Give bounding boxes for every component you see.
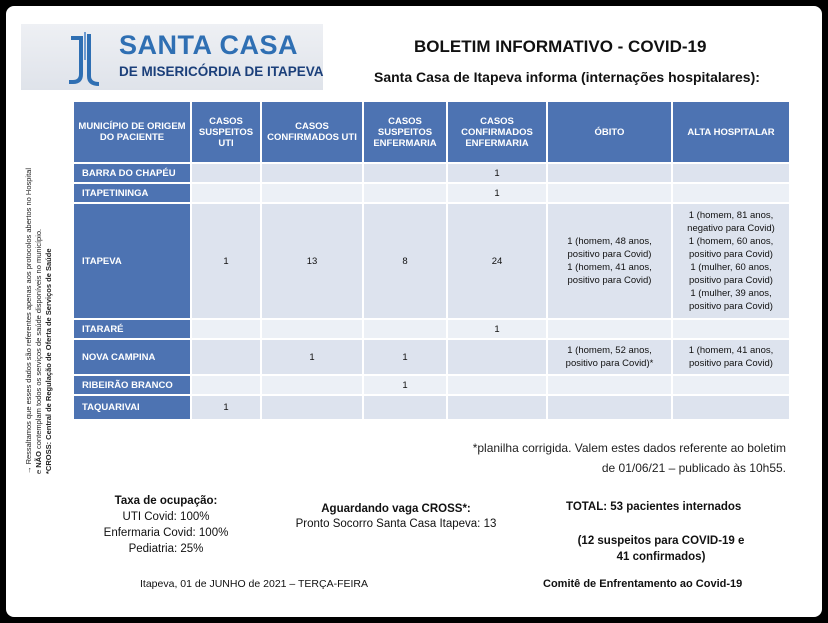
logo-subtitle: DE MISERICÓRDIA DE ITAPEVA	[119, 64, 324, 79]
table-row	[73, 319, 790, 339]
cell-susp-uti: 1	[191, 203, 261, 319]
page-title: BOLETIM INFORMATIVO - COVID-19	[414, 37, 707, 56]
occupancy-title: Taxa de ocupação:	[114, 495, 218, 507]
cell-susp-uti	[191, 375, 261, 395]
occupancy-pediatria: Pediatria: 25%	[128, 543, 204, 555]
cell-susp-enf: 1	[363, 339, 447, 375]
header-obito: ÓBITO	[547, 101, 672, 163]
header-susp-enf: CASOS SUSPEITOS ENFERMARIA	[363, 101, 447, 163]
cell-conf-enf	[447, 375, 547, 395]
cell-conf-uti	[261, 375, 363, 395]
cell-conf-uti	[261, 163, 363, 183]
cell-municipio: RIBEIRÃO BRANCO	[73, 375, 191, 395]
cell-conf-uti	[261, 319, 363, 339]
cell-alta	[672, 395, 790, 420]
side-note	[24, 134, 54, 474]
bulletin-date: Itapeva, 01 de JUNHO de 2021 – TERÇA-FEIRA	[140, 578, 368, 590]
cell-susp-uti	[191, 319, 261, 339]
cell-susp-enf: 8	[363, 203, 447, 319]
cross-waiting	[276, 502, 516, 532]
cell-alta: 1 (homem, 41 anos, positivo para Covid)	[672, 339, 790, 375]
cell-conf-enf: 24	[447, 203, 547, 319]
cell-conf-enf: 1	[447, 319, 547, 339]
cell-obito	[547, 163, 672, 183]
total-breakdown-line1: (12 suspeitos para COVID-19 e	[577, 535, 745, 547]
cell-obito: 1 (homem, 48 anos, positivo para Covid) 1 (homem, 41 anos, positivo para Covid)	[547, 203, 672, 319]
correction-note-line1: *planilha corrigida. Valem estes dados referente ao boletim	[472, 441, 786, 455]
correction-note	[473, 438, 786, 478]
total-breakdown	[566, 533, 756, 565]
table-row	[73, 339, 790, 375]
cell-conf-uti: 13	[261, 203, 363, 319]
cell-alta: 1 (homem, 81 anos, negativo para Covid) 1 (homem, 60 anos, positivo para Covid) 1 (mulher, 60 anos, positivo para Covid) 1 (mulher, 39 anos, positivo para Covid)	[672, 203, 790, 319]
cell-susp-uti: 1	[191, 395, 261, 420]
santa-casa-logo-icon	[65, 30, 105, 86]
cell-obito	[547, 395, 672, 420]
side-note-line1: → Ressaltamos que esses dados são referentes apenas aos protocolos abertos no Hospital	[24, 167, 33, 474]
cell-conf-enf	[447, 339, 547, 375]
cell-municipio: NOVA CAMPINA	[73, 339, 191, 375]
header-alta: ALTA HOSPITALAR	[672, 101, 790, 163]
cell-conf-uti: 1	[261, 339, 363, 375]
cell-susp-enf	[363, 163, 447, 183]
table-row	[73, 203, 790, 319]
total-patients: TOTAL: 53 pacientes internados	[566, 501, 742, 513]
cell-conf-enf: 1	[447, 183, 547, 203]
cell-conf-enf	[447, 395, 547, 420]
header-susp-uti: CASOS SUSPEITOS UTI	[191, 101, 261, 163]
hospitalization-table	[72, 100, 791, 421]
occupancy-rate	[96, 493, 236, 557]
cell-alta	[672, 319, 790, 339]
cell-obito	[547, 183, 672, 203]
table-header-row	[73, 101, 790, 163]
table-row	[73, 395, 790, 420]
cell-alta	[672, 183, 790, 203]
waiting-title: Aguardando vaga CROSS*:	[321, 503, 471, 515]
cell-susp-enf: 1	[363, 375, 447, 395]
committee-name: Comitê de Enfrentamento ao Covid-19	[543, 578, 743, 590]
cell-conf-uti	[261, 395, 363, 420]
cell-obito	[547, 319, 672, 339]
cell-obito: 1 (homem, 52 anos, positivo para Covid)*	[547, 339, 672, 375]
cell-susp-uti	[191, 163, 261, 183]
header-conf-uti: CASOS CONFIRMADOS UTI	[261, 101, 363, 163]
page-subtitle: Santa Casa de Itapeva informa (internações hospitalares):	[374, 69, 760, 85]
table-row	[73, 163, 790, 183]
total-breakdown-line2: 41 confirmados)	[616, 551, 706, 563]
occupancy-enfermaria: Enfermaria Covid: 100%	[103, 527, 229, 539]
cell-susp-uti	[191, 339, 261, 375]
cell-susp-enf	[363, 183, 447, 203]
header-conf-enf: CASOS CONFIRMADOS ENFERMARIA	[447, 101, 547, 163]
cell-municipio: ITAPEVA	[73, 203, 191, 319]
cell-alta	[672, 163, 790, 183]
cell-conf-enf: 1	[447, 163, 547, 183]
cell-municipio: BARRA DO CHAPÉU	[73, 163, 191, 183]
cell-conf-uti	[261, 183, 363, 203]
cell-alta	[672, 375, 790, 395]
side-note-line2: e NÃO contemplam todos os serviços de saúde disponíveis no município.	[34, 228, 43, 474]
occupancy-uti: UTI Covid: 100%	[122, 511, 210, 523]
waiting-value: Pronto Socorro Santa Casa Itapeva: 13	[295, 518, 497, 530]
side-note-line3: *CROSS: Central de Regulação de Oferta de Serviços de Saúde	[44, 248, 53, 474]
correction-note-line2: de 01/06/21 – publicado às 10h55.	[601, 461, 786, 475]
bulletin-card	[6, 6, 822, 617]
cell-municipio: ITARARÉ	[73, 319, 191, 339]
cell-municipio: TAQUARIVAI	[73, 395, 191, 420]
logo	[21, 24, 323, 90]
logo-title: SANTA CASA	[119, 30, 298, 60]
header-municipio: MUNICÍPIO DE ORIGEM DO PACIENTE	[73, 101, 191, 163]
cell-susp-enf	[363, 395, 447, 420]
table-row	[73, 375, 790, 395]
cell-susp-enf	[363, 319, 447, 339]
table-row	[73, 183, 790, 203]
cell-obito	[547, 375, 672, 395]
cell-susp-uti	[191, 183, 261, 203]
cell-municipio: ITAPETININGA	[73, 183, 191, 203]
